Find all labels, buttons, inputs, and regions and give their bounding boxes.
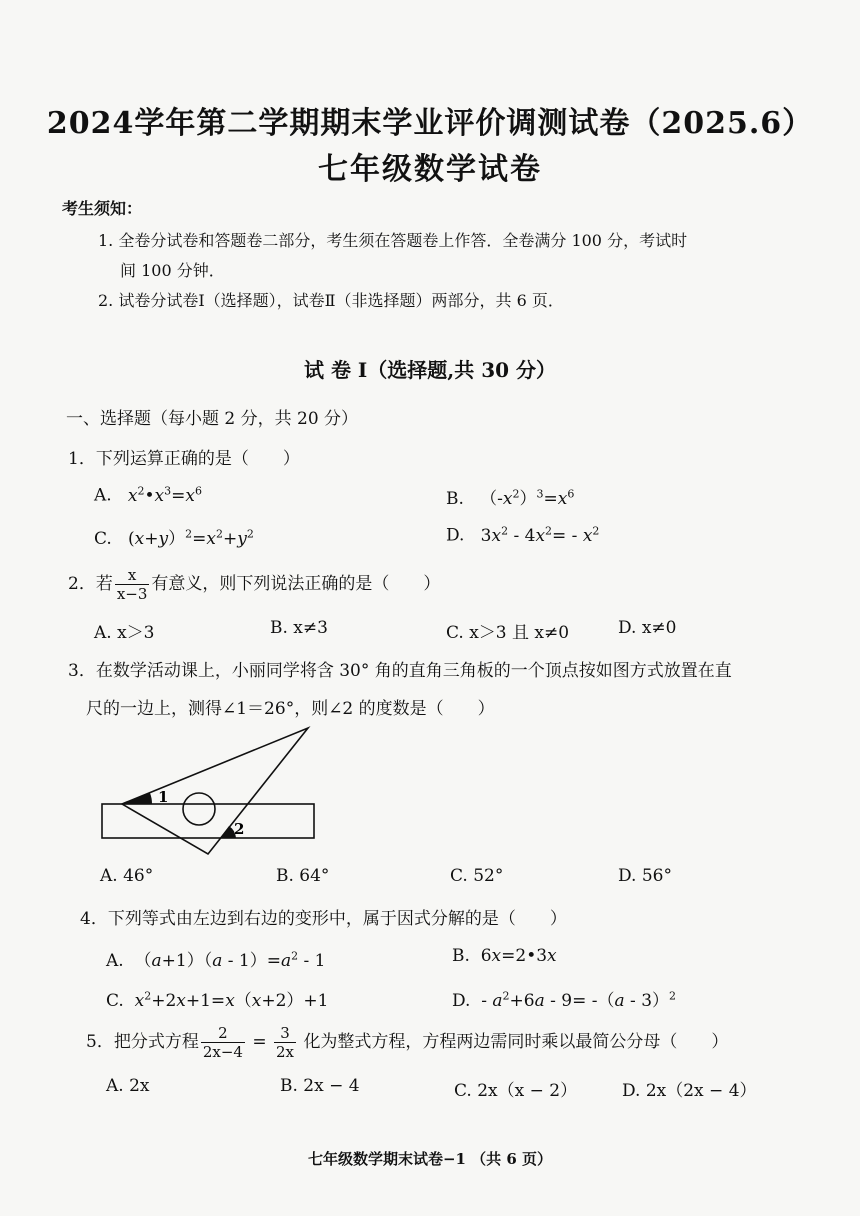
q4-stem: 4．下列等式由左边到右边的变形中，属于因式分解的是（ ） bbox=[80, 909, 567, 929]
option-letter: C. bbox=[94, 529, 112, 549]
angle-1-mark bbox=[122, 793, 152, 804]
q2-option-d: D. x≠0 bbox=[618, 618, 677, 638]
option-formula: $(-x^2)^3=x^6$ bbox=[469, 487, 575, 509]
option-formula: $3x^2 - 4x^2= - x^2$ bbox=[469, 524, 600, 546]
page-footer: 七年级数学期末试卷−1 （共 6 页） bbox=[307, 1150, 553, 1168]
q1-option-b bbox=[446, 484, 574, 509]
q1-option-d bbox=[446, 524, 599, 546]
q2-option-c: C. x＞3 且 x≠0 bbox=[446, 623, 570, 643]
q5-option-c: C. 2x（x − 2） bbox=[454, 1081, 578, 1101]
option-letter: B. bbox=[452, 946, 470, 966]
q5-left-numerator: 2 bbox=[201, 1024, 245, 1043]
option-formula: $(a+1)(a - 1)=a^2 - 1$ bbox=[129, 949, 326, 971]
notice-item-1-cont: 间 100 分钟． bbox=[120, 261, 225, 280]
exam-subtitle: 七年级数学试卷 bbox=[318, 152, 542, 187]
q3-option-a: A. 46° bbox=[100, 866, 154, 886]
q5-equals: = bbox=[252, 1032, 267, 1052]
part-heading: 试 卷 I（选择题,共 30 分） bbox=[303, 358, 556, 382]
section-heading: 一、选择题（每小题 2 分，共 20 分） bbox=[66, 409, 359, 429]
q2-fraction-numerator: x bbox=[115, 566, 150, 585]
angle-1-label: 1 bbox=[158, 788, 169, 806]
option-formula: $(x+y)^2=x^2+y^2$ bbox=[117, 527, 254, 549]
option-letter: C. bbox=[106, 991, 124, 1011]
q3-option-b: B. 64° bbox=[276, 866, 330, 886]
q3-ruler-triangle-figure bbox=[96, 722, 326, 858]
option-letter: A. bbox=[106, 951, 124, 971]
q2-option-b: B. x≠3 bbox=[270, 618, 328, 638]
option-letter: D. bbox=[446, 525, 465, 546]
q5-stem-post: 化为整式方程，方程两边需同时乘以最简公分母（ ） bbox=[303, 1032, 729, 1052]
q2-stem bbox=[68, 566, 440, 603]
triangle-hole bbox=[183, 793, 215, 825]
q5-stem bbox=[86, 1024, 728, 1061]
q2-stem-post: 有意义，则下列说法正确的是（ ） bbox=[151, 574, 441, 594]
option-formula: 6x=2•3x bbox=[475, 946, 557, 966]
q3-option-c: C. 52° bbox=[450, 866, 504, 886]
notice-item-1: 1. 全卷分试卷和答题卷二部分，考生须在答题卷上作答．全卷满分 100 分，考试时 bbox=[98, 231, 688, 250]
q5-fraction-right bbox=[274, 1024, 296, 1061]
q5-right-numerator: 3 bbox=[274, 1024, 296, 1043]
q2-fraction bbox=[115, 566, 150, 603]
q4-option-d bbox=[452, 986, 676, 1011]
q5-option-d: D. 2x（2x − 4） bbox=[622, 1081, 757, 1101]
exam-title: 2024学年第二学期期末学业评价调测试卷（2025.6） bbox=[46, 106, 814, 141]
q5-option-a: A. 2x bbox=[106, 1076, 150, 1096]
triangle-shape bbox=[122, 728, 308, 854]
q2-option-a: A. x＞3 bbox=[94, 623, 155, 643]
notice-heading: 考生须知： bbox=[62, 199, 143, 218]
q5-left-denominator: 2x−4 bbox=[202, 1043, 243, 1061]
angle-2-label: 2 bbox=[234, 820, 245, 838]
q2-fraction-denominator: x−3 bbox=[116, 585, 148, 603]
q3-option-d: D. 56° bbox=[618, 866, 672, 886]
option-formula: $x^2•x^3=x^6$ bbox=[127, 484, 202, 506]
option-letter: A. bbox=[94, 485, 112, 506]
notice-item-2: 2. 试卷分试卷Ⅰ（选择题），试卷Ⅱ（非选择题）两部分，共 6 页． bbox=[98, 291, 564, 310]
q4-option-b bbox=[452, 946, 557, 966]
q5-stem-pre: 5．把分式方程 bbox=[86, 1032, 199, 1052]
q5-right-denominator: 2x bbox=[276, 1043, 295, 1061]
q3-stem-line2: 尺的一边上，测得∠1＝26°，则∠2 的度数是（ ） bbox=[86, 699, 495, 719]
q3-stem-line1: 3．在数学活动课上，小丽同学将含 30° 角的直角三角板的一个顶点按如图方式放置在直 bbox=[68, 661, 732, 681]
option-formula: - $a^2+6a - 9= -(a - 3)^2$ bbox=[475, 989, 677, 1011]
q4-option-c bbox=[106, 986, 329, 1011]
q5-fraction-left bbox=[201, 1024, 245, 1061]
q1-option-c bbox=[94, 524, 254, 549]
option-letter: D. bbox=[452, 991, 471, 1011]
q5-option-b: B. 2x − 4 bbox=[280, 1076, 360, 1096]
q2-stem-pre: 2．若 bbox=[68, 574, 113, 594]
option-formula: $x^2+2x+1=x(x+2)+1$ bbox=[134, 989, 329, 1011]
q4-option-a bbox=[106, 946, 325, 971]
option-letter: B. bbox=[446, 489, 464, 509]
q1-stem: 1．下列运算正确的是（ ） bbox=[68, 449, 300, 469]
ruler-shape bbox=[102, 804, 314, 838]
q1-option-a bbox=[94, 484, 202, 506]
